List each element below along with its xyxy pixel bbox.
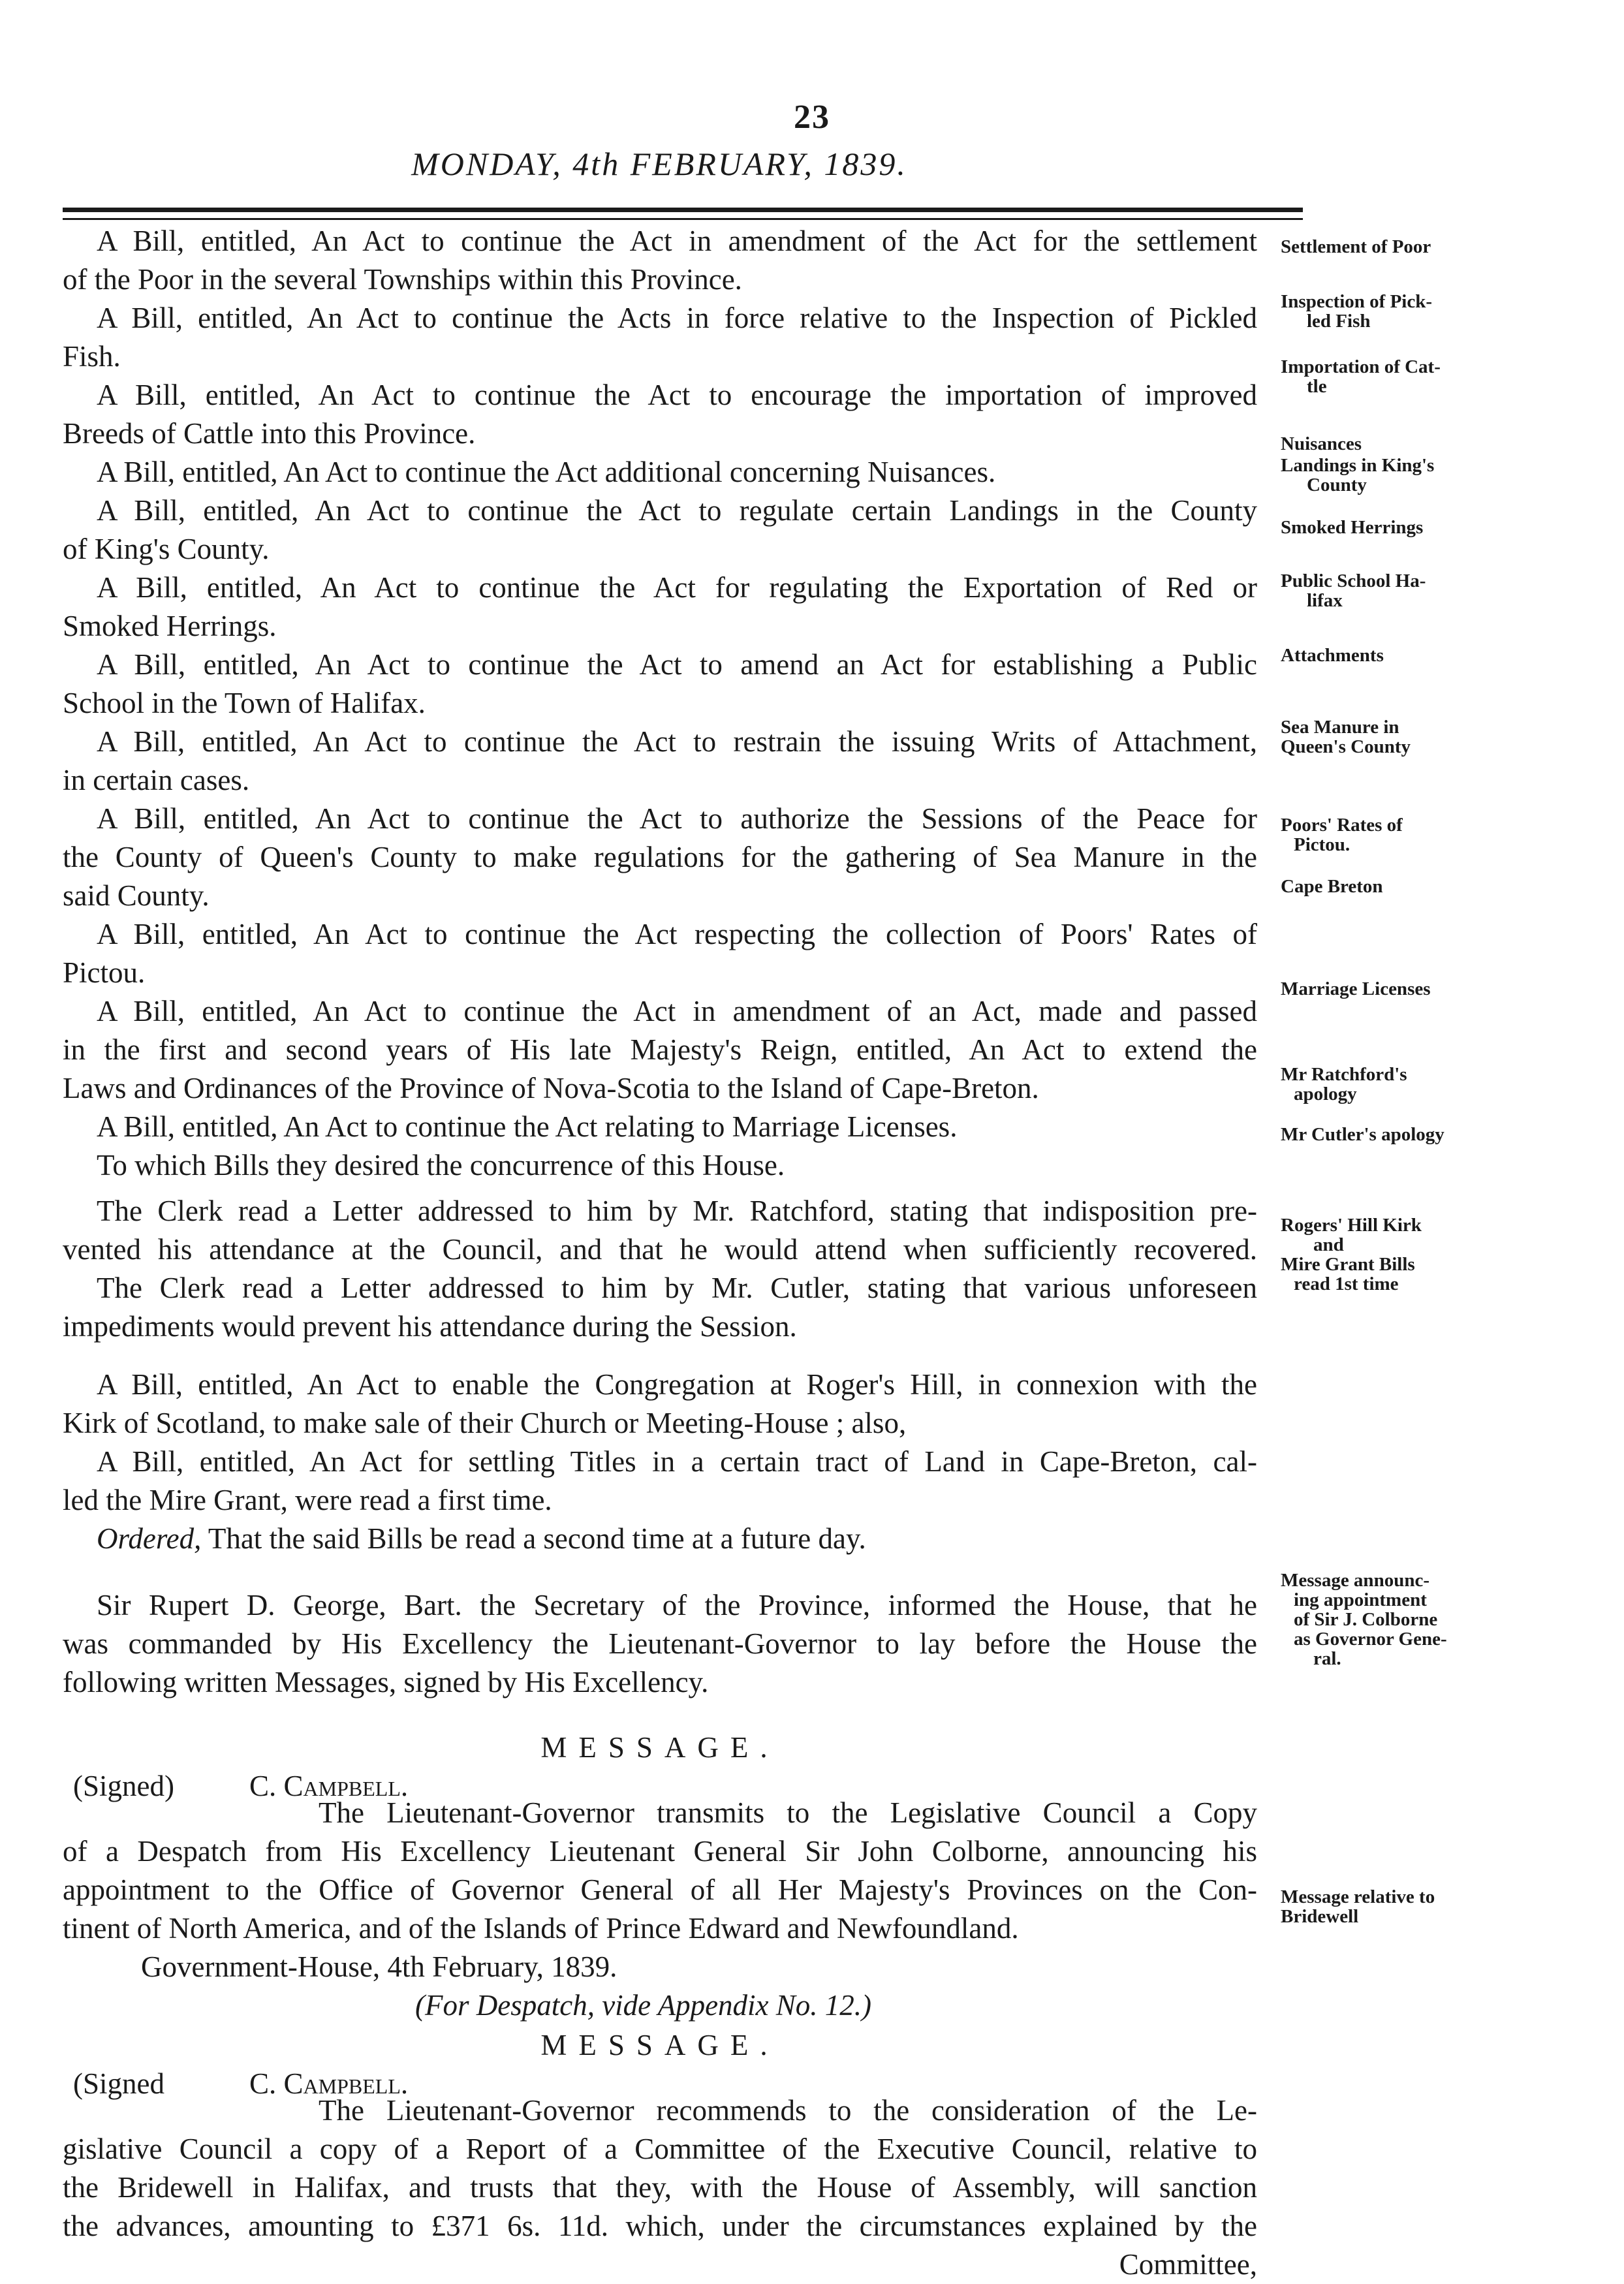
margin-note: Marriage Licenses (1281, 978, 1431, 999)
text-line: A Bill, entitled, An Act to continue the Act for regulating the Exportation of Red or (97, 571, 1257, 604)
text-line: A Bill, entitled, An Act to continue the Act to restrain the issuing Writs of Attachment, (97, 725, 1257, 758)
text-line: said County. (63, 879, 210, 912)
text-line: the Bridewell in Halifax, and trusts that they, with the House of Assembly, will sanction (63, 2171, 1257, 2204)
text-line: A Bill, entitled, An Act to continue the Act in amendment of the Act for the settlement (97, 225, 1257, 257)
margin-note: Message announc- ing appointment of Sir J. Colborne as Governor Gene- ral. (1281, 1570, 1447, 1669)
margin-note: Settlement of Poor (1281, 236, 1431, 257)
text-line: The Lieutenant-Governor transmits to the Legislative Council a Copy (319, 1796, 1257, 1829)
text-line: Kirk of Scotland, to make sale of their Church or Meeting-House ; also, (63, 1407, 907, 1439)
bills-text (63, 222, 1257, 1185)
dateline: Government-House, 4th February, 1839. (141, 1950, 617, 1983)
text-line: A Bill, entitled, An Act to continue the Act additional concerning Nuisances. (97, 456, 996, 488)
margin-note: Cape Breton (1281, 876, 1383, 897)
signed-label: (Signed) (73, 1770, 174, 1802)
appendix-reference: (For Despatch, vide Appendix No. 12.) (415, 1989, 872, 2022)
margin-note: Poors' Rates of Pictou. (1281, 815, 1403, 855)
margin-note: Mr Ratchford's apology (1281, 1064, 1407, 1104)
ordered-text: That the said Bills be read a second time at a future day. (208, 1522, 866, 1555)
text-line: impediments would prevent his attendance during the Session. (63, 1310, 797, 1343)
margin-note: Rogers' Hill Kirk and Mire Grant Bills read 1st time (1281, 1215, 1422, 1294)
text-line: of a Despatch from His Excellency Lieutenant General Sir John Colborne, announcing his (63, 1835, 1257, 1868)
text-line: Sir Rupert D. George, Bart. the Secretary of the Province, informed the House, that he (97, 1589, 1257, 1621)
text-line: Breeds of Cattle into this Province. (63, 417, 476, 450)
secretary-paragraph (63, 1586, 1257, 1702)
text-line: A Bill, entitled, An Act to continue the Act respecting the collection of Poors' Rates of (97, 918, 1257, 950)
text-line: of the Poor in the several Townships within this Province. (63, 263, 742, 296)
ordered-label: Ordered, (97, 1522, 202, 1555)
margin-note: Attachments (1281, 645, 1384, 666)
text-line: was commanded by His Excellency the Lieutenant-Governor to lay before the House the (63, 1627, 1257, 1660)
margin-note: Importation of Cat- tle (1281, 356, 1441, 397)
signer-name: C. Campbell. (249, 1770, 409, 1802)
text-line: the advances, amounting to £371 6s. 11d. which, under the circumstances explained by the (63, 2210, 1257, 2242)
text-line: The Lieutenant-Governor recommends to the consideration of the Le- (319, 2094, 1257, 2127)
text-line: A Bill, entitled, An Act to continue the Act to encourage the importation of improved (97, 379, 1257, 411)
text-line: tinent of North America, and of the Islands of Prince Edward and Newfoundland. (63, 1912, 1019, 1945)
margin-note: Message relative to Bridewell (1281, 1886, 1435, 1927)
margin-note: Landings in King's County (1281, 455, 1435, 495)
text-line: The Clerk read a Letter addressed to him by Mr. Cutler, stating that various unforeseen (97, 1272, 1257, 1304)
margin-note: Public School Ha- lifax (1281, 571, 1426, 611)
text-line: in certain cases. (63, 764, 250, 796)
signer-name: C. Campbell. (249, 2067, 409, 2100)
text-line: A Bill, entitled, An Act to continue the Act to regulate certain Landings in the County (97, 494, 1257, 527)
text-line: gislative Council a copy of a Report of a Committee of the Executive Council, relative to (63, 2133, 1257, 2165)
running-head: MONDAY, 4th FEBRUARY, 1839. (411, 146, 907, 182)
catchword: Committee, (1119, 2248, 1257, 2281)
text-line: Smoked Herrings. (63, 610, 277, 642)
text-line: appointment to the Office of Governor General of all Her Majesty's Provinces on the Con- (63, 1873, 1257, 1906)
page-number: 23 (794, 99, 830, 136)
text-line: A Bill, entitled, An Act to enable the Congregation at Roger's Hill, in connexion with the (97, 1368, 1257, 1401)
clerk-letters (63, 1192, 1257, 1346)
rule-thin (63, 218, 1303, 220)
text-line: A Bill, entitled, An Act to continue the Acts in force relative to the Inspection of Pickled (97, 302, 1257, 334)
text-line: Pictou. (63, 956, 146, 989)
message-heading: MESSAGE. (540, 2029, 779, 2061)
text-line: in the first and second years of His late Majesty's Reign, entitled, An Act to extend the (63, 1033, 1257, 1066)
text-line: School in the Town of Halifax. (63, 687, 426, 719)
margin-note: Sea Manure in Queen's County (1281, 717, 1411, 757)
text-line: vented his attendance at the Council, and that he would attend when sufficiently recovered. (63, 1233, 1257, 1266)
text-line: A Bill, entitled, An Act for settling Titles in a certain tract of Land in Cape-Breton, cal- (97, 1445, 1257, 1478)
text-line: following written Messages, signed by His Excellency. (63, 1666, 709, 1698)
message-heading: MESSAGE. (540, 1731, 779, 1764)
rule-thick (63, 208, 1303, 212)
text-line: A Bill, entitled, An Act to continue the Act to amend an Act for establishing a Public (97, 648, 1257, 681)
ordered-line (63, 1520, 1257, 1558)
margin-note: Nuisances (1281, 433, 1362, 454)
text-line: Fish. (63, 340, 121, 373)
text-line: of King's County. (63, 533, 270, 565)
message-1 (63, 1729, 1257, 2025)
first-reading-paragraph (63, 1366, 1257, 1558)
text-line: A Bill, entitled, An Act to continue the Act in amendment of an Act, made and passed (97, 995, 1257, 1027)
text-line: The Clerk read a Letter addressed to him by Mr. Ratchford, stating that indisposition pre- (97, 1195, 1257, 1227)
signed-label: (Signed (73, 2067, 164, 2100)
text-line: led the Mire Grant, were read a first time. (63, 1484, 552, 1516)
text-line: Laws and Ordinances of the Province of Nova-Scotia to the Island of Cape-Breton. (63, 1072, 1039, 1104)
text-line: To which Bills they desired the concurrence of this House. (97, 1149, 785, 1181)
margin-note: Inspection of Pick- led Fish (1281, 291, 1432, 332)
text-line: the County of Queen's County to make regulations for the gathering of Sea Manure in the (63, 841, 1257, 873)
text-line: A Bill, entitled, An Act to continue the Act to authorize the Sessions of the Peace for (97, 802, 1257, 835)
text-line: A Bill, entitled, An Act to continue the Act relating to Marriage Licenses. (97, 1110, 958, 1143)
margin-note: Smoked Herrings (1281, 517, 1424, 538)
message-2 (63, 2026, 1257, 2284)
margin-note: Mr Cutler's apology (1281, 1124, 1444, 1145)
